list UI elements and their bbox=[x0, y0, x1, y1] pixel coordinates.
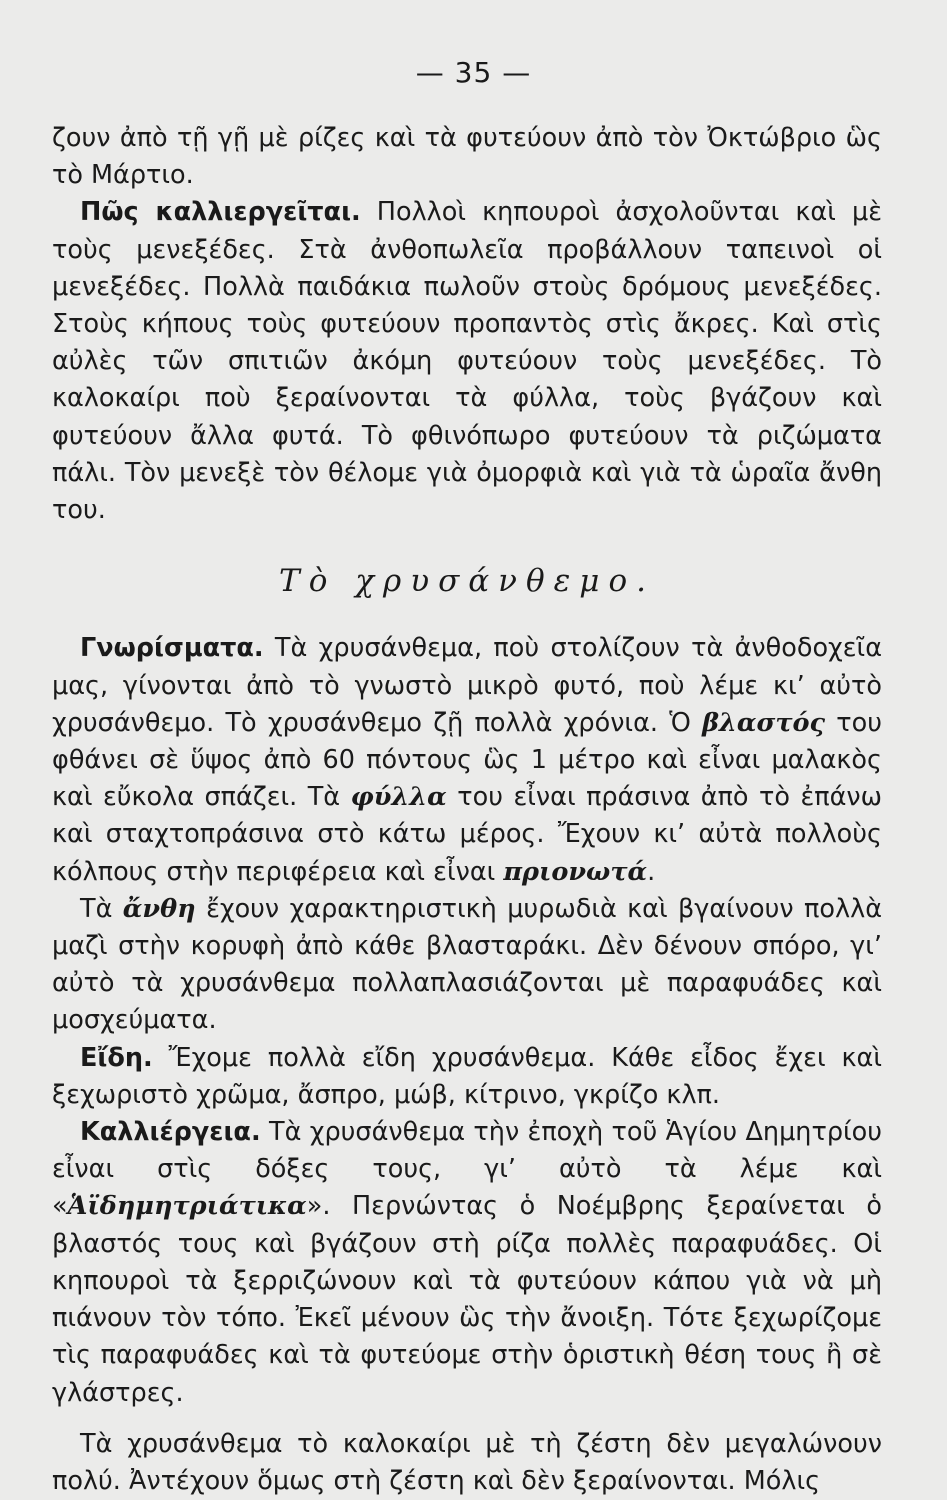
emphasis-aidimitriatika: Ἁϊδημητριάτικα bbox=[67, 1191, 307, 1222]
paragraph-cultivation bbox=[52, 194, 882, 529]
paragraph-text: Ἔχομε πολλὰ εἴδη χρυσάνθεμα. Κάθε εἶδος ἔχει καὶ ξεχωριστὸ χρῶμα, ἄσπρο, μώβ, κίτρινο, γκρίζο κλπ. bbox=[52, 1042, 882, 1110]
section-title: Τὸ χρυσάνθεμο. bbox=[279, 563, 655, 600]
paragraph-flowers bbox=[52, 891, 882, 1040]
paragraph-kinds bbox=[52, 1040, 882, 1114]
paragraph-continuation: ζουν ἀπὸ τῇ γῇ μὲ ρίζες καὶ τὰ φυτεύουν ἀπὸ τὸν Ὀκτώβριο ὣς τὸ Μάρτιο. bbox=[52, 123, 882, 191]
paragraph-growing bbox=[52, 1114, 882, 1412]
emphasis-flowers: ἄνθη bbox=[122, 893, 196, 924]
paragraph-characteristics bbox=[52, 630, 882, 890]
paragraph-text: ». Περνώντας ὁ Νοέμβρης ξεραίνεται ὁ βλαστός τους καὶ βγάζουν στὴ ρίζα πολλὲς παραφυάδες. Οἱ κηπουροὶ τὰ ξερριζώνουν καὶ τὰ φυτεύουν κάπου γιὰ νὰ μὴ πιάνουν τὸν τόπο. Ἐκεῖ μένουν ὣς τὴν ἄνοιξη. Τότε ξεχωρίζομε τὶς παραφυάδες καὶ τὰ φυτεύομε στὴν ὁριστικὴ θέση τους ἢ σὲ γλάστρες. bbox=[52, 1191, 882, 1408]
paragraph-text: του φθάνει σὲ ὕψος ἀπὸ 60 πόντους ὣς 1 μέτρο καὶ εἶναι μαλακὸς καὶ εὔκολα σπάζει. Τὰ bbox=[52, 707, 882, 813]
emphasis-stem: βλαστός bbox=[702, 707, 826, 738]
emphasis-serrated: πριονωτά bbox=[503, 856, 648, 887]
paragraph-summer: Τὰ χρυσάνθεμα τὸ καλοκαίρι μὲ τὴ ζέστη δὲν μεγαλώνουν πολύ. Ἀντέχουν ὅμως στὴ ζέστη καὶ δὲν ξεραίνονται. Μόλις bbox=[52, 1428, 882, 1496]
paragraph-text: Τὰ χρυσάνθεμα τὴν ἐποχὴ τοῦ Ἁγίου Δημητρίου εἶναι στὶς δόξες τους, γι’ αὐτὸ τὰ λέμε καὶ « bbox=[52, 1117, 882, 1222]
page-number: — 35 — bbox=[415, 56, 532, 89]
section-lead-growing: Καλλιέργεια. bbox=[80, 1117, 261, 1148]
paragraph-text: ἔχουν χαρακτηριστικὴ μυρωδιὰ καὶ βγαίνουν πολλὰ μαζὶ στὴν κορυφὴ ἀπὸ κάθε βλασταράκι. Δὲν δένουν σπόρο, γι’ αὐτὸ τὰ χρυσάνθεμα πολλαπλασιάζονται μὲ παραφυάδες καὶ μοσχεύματα. bbox=[52, 893, 883, 1036]
paragraph-text: . bbox=[647, 856, 656, 887]
section-lead-kinds: Εἴδη. bbox=[80, 1042, 153, 1073]
section-lead-cultivation: Πῶς καλλιεργεῖται. bbox=[80, 197, 361, 228]
emphasis-leaves: φύλλα bbox=[350, 782, 447, 813]
paragraph-text: Τὰ χρυσάνθεμα, ποὺ στολίζουν τὰ ἀνθοδοχεῖα μας, γίνονται ἀπὸ τὸ γνωστὸ μικρὸ φυτό, ποὺ λέμε κι’ αὐτὸ χρυσάνθεμο. Τὸ χρυσάνθεμο ζῇ πολλὰ χρόνια. Ὁ bbox=[52, 633, 882, 738]
paragraph-text: Πολλοὶ κηπουροὶ ἀσχολοῦνται καὶ μὲ τοὺς μενεξέδες. Στὰ ἀνθοπωλεῖα προβάλλουν ταπεινοὶ οἱ μενεξέδες. Πολλὰ παιδάκια πωλοῦν στοὺς δρόμους μενεξέδες. Στοὺς κήπους τοὺς φυτεύουν προπαντὸς στὶς ἄκρες. Καὶ στὶς αὐλὲς τῶν σπιτιῶν ἀκόμη φυτεύουν τοὺς μενεξέδες. Τὸ καλοκαίρι ποὺ ξεραίνονται τὰ φύλλα, τοὺς βγάζουν καὶ φυτεύουν ἄλλα φυτά. Τὸ φθινόπωρο φυτεύουν τὰ ριζώματα πάλι. Τὸν μενεξὲ τὸν θέλομε γιὰ ὀμορφιὰ καὶ γιὰ τὰ ὡραῖα ἄνθη του. bbox=[52, 197, 882, 526]
paragraph-text: του εἶναι πράσινα ἀπὸ τὸ ἐπάνω καὶ σταχτοπράσινα στὸ κάτω μέρος. Ἔχουν κι’ αὐτὰ πολλοὺς κόλπους στὴν περιφέρεια καὶ εἶναι bbox=[52, 782, 883, 887]
paragraph-text: Τὰ bbox=[80, 893, 123, 924]
page-body bbox=[52, 120, 882, 1500]
section-lead-characteristics: Γνωρίσματα. bbox=[80, 633, 264, 664]
